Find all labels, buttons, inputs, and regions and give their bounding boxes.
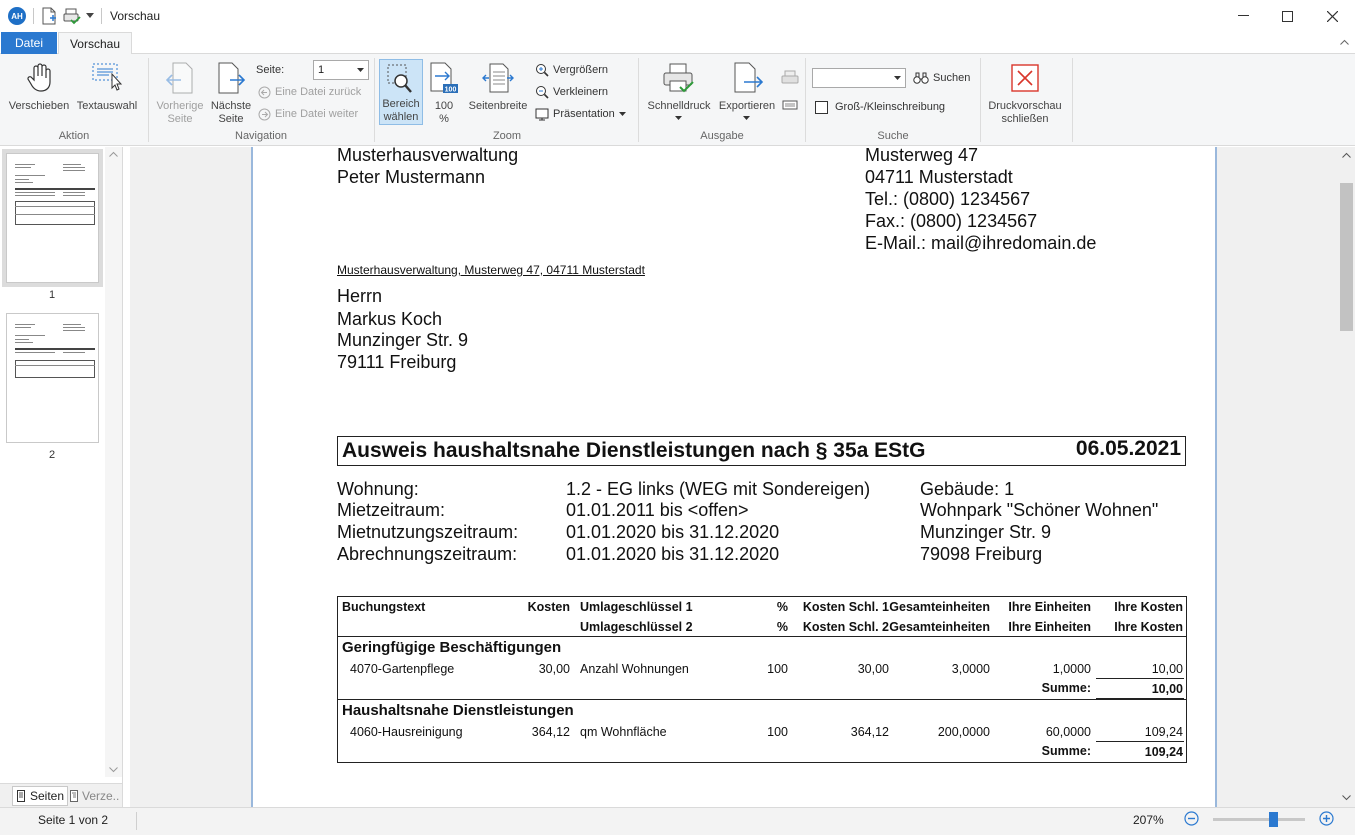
print-small-icon[interactable] [781,70,799,86]
close-preview-button[interactable] [984,56,1066,126]
text-select-icon [92,62,124,92]
col-header: Ihre Kosten [1114,620,1183,634]
section-title: Haushaltsnahe Dienstleistungen [342,702,574,719]
return-address: Musterhausverwaltung, Musterweg 47, 04711 Musterstadt [337,263,645,277]
arrow-left-circle-icon [258,86,271,99]
group-divider [980,58,981,142]
page-setup-icon[interactable] [782,100,798,110]
dropdown-icon[interactable] [86,13,95,19]
page-number-value: 1 [318,64,325,76]
sidebar-tabs [0,783,122,807]
col-header: Kosten [527,600,570,614]
text-select-label: Textauswahl [76,100,138,112]
zoom-100-button[interactable] [426,56,462,126]
thumbnail-number: 1 [48,289,56,301]
chevron-down-icon [743,116,750,120]
table-cell: 100 [767,662,788,676]
building-info: Munzinger Str. 9 [920,522,1052,542]
presentation-button[interactable] [535,105,626,123]
section-title: Geringfügige Beschäftigungen [342,639,562,656]
move-button[interactable] [6,56,72,126]
recipient-street: Munzinger Str. 9 [337,330,469,350]
toolbar-divider [33,8,34,24]
select-area-label-2: wählen [383,111,419,123]
sender-tel: Tel.: (0800) 1234567 [865,189,1031,209]
zoom-slider-track[interactable] [1213,818,1305,821]
group-divider [1072,58,1073,142]
title-bar [0,0,1355,32]
sender-person: Peter Mustermann [337,167,486,187]
table-cell: 4060-Hausreinigung [350,725,463,739]
status-bar [0,807,1355,835]
index-icon [70,790,78,802]
sum-label: Summe: [1041,744,1091,758]
sum-line [1096,741,1184,742]
col-header: Ihre Einheiten [1008,620,1091,634]
tab-vorschau[interactable]: Vorschau [58,32,132,55]
previous-page-label-2: Seite [167,113,193,125]
table-cell: 10,00 [1151,662,1183,676]
previous-page-label-1: Vorherige [156,100,204,112]
thumbnail-sidebar [0,147,123,807]
scroll-up-icon[interactable] [1342,152,1351,158]
tab-datei[interactable]: Datei [1,32,57,54]
search-combobox[interactable] [812,68,906,88]
page-label: Seite: [256,64,285,76]
move-label: Verschieben [8,100,70,112]
next-page-button[interactable] [206,56,256,126]
close-preview-label-2: schließen [1001,113,1049,125]
zoom-in-icon [535,63,549,77]
building-info: 79098 Freiburg [920,544,1043,564]
close-red-icon [1011,64,1039,92]
info-label: Abrechnungszeitraum: [337,544,518,564]
scroll-down-icon[interactable] [109,767,118,773]
info-value: 01.01.2020 bis 31.12.2020 [566,544,780,564]
recipient-city: 79111 Freiburg [337,352,457,372]
chevron-down-icon [894,76,901,80]
scroll-up-icon[interactable] [109,151,118,157]
section-divider [338,699,1186,700]
table-cell: 30,00 [538,662,570,676]
building-info: Gebäude: 1 [920,479,1015,499]
zoom-slider-thumb[interactable] [1269,812,1278,827]
case-sensitive-label: Groß-/Kleinschreibung [835,101,946,113]
checkbox-box[interactable] [815,101,828,114]
col-header: Gesamteinheiten [889,600,990,614]
export-button[interactable] [714,56,780,126]
hand-icon [26,62,54,92]
printer-icon [662,62,696,94]
export-icon [732,62,764,94]
table-cell: Anzahl Wohnungen [580,662,689,676]
sum-line [1096,678,1184,679]
status-divider [136,812,137,830]
group-label-navigation: Navigation [235,130,287,142]
tab-seiten[interactable] [12,786,68,806]
table-cell: 364,12 [531,725,570,739]
zoom-out-icon [535,85,549,99]
zoom-out-label: Verkleinern [553,86,609,98]
maximize-icon[interactable] [1264,0,1310,32]
svg-text:100: 100 [444,86,457,94]
info-value: 01.01.2020 bis 31.12.2020 [566,522,780,542]
page-width-label: Seitenbreite [468,100,528,112]
sender-fax: Fax.: (0800) 1234567 [865,211,1038,231]
zoom-100-label-1: 100 [434,100,454,112]
table-cell: 1,0000 [1052,662,1091,676]
info-label: Wohnung: [337,479,419,499]
col-header: Ihre Kosten [1114,600,1183,614]
toolbar-divider [101,8,102,24]
col-header: Umlageschlüssel 1 [580,600,693,614]
ribbon [0,54,1355,146]
zoom-out-button[interactable] [535,83,608,101]
sidebar-scrollbar[interactable] [105,147,122,777]
chevron-down-icon [357,68,364,72]
document-page [251,147,1217,807]
tab-verzeichnis[interactable] [68,786,122,806]
sum-value: 10,00 [1151,682,1183,696]
zoom-100-label-2: % [439,113,449,125]
group-label-suche: Suche [877,130,909,142]
page-width-button[interactable] [464,56,532,126]
sender-street: Musterweg 47 [865,147,979,165]
info-value: 01.01.2011 bis <offen> [566,500,749,520]
zoom-level: 207% [1133,813,1164,827]
recipient-name: Markus Koch [337,309,443,329]
tab-seiten-label: Seiten [30,789,65,803]
case-sensitive-checkbox[interactable] [815,98,945,116]
chevron-down-icon [675,116,682,120]
building-info: Wohnpark "Schöner Wohnen" [920,500,1159,520]
close-icon[interactable] [1309,0,1355,32]
sender-name: Musterhausverwaltung [337,147,519,165]
presentation-label: Präsentation [553,108,615,120]
search-button[interactable] [913,69,970,87]
file-forward-button[interactable] [258,105,358,123]
info-label: Mietzeitraum: [337,500,446,520]
preview-area[interactable] [130,147,1338,807]
table-cell: 30,00 [857,662,889,676]
sender-city: 04711 Musterstadt [865,167,1013,187]
page-width-icon [482,62,514,94]
page-number-select[interactable] [313,60,369,80]
cost-table [337,596,1187,763]
print-check-icon[interactable] [63,7,81,25]
col-header: Gesamteinheiten [889,620,990,634]
group-label-zoom: Zoom [492,130,522,142]
page-thumbnail-1[interactable] [6,153,99,283]
table-cell: 60,0000 [1045,725,1091,739]
previous-page-icon [166,62,194,94]
info-label: Mietnutzungszeitraum: [337,522,519,542]
col-header: Buchungstext [342,600,426,614]
header-divider [338,636,1186,637]
group-divider [374,58,375,142]
page-list-icon [17,790,25,802]
ribbon-tab-bar [0,32,1355,54]
document-date: 06.05.2021 [1075,437,1181,460]
col-header: Kosten Schl. 2 [802,620,889,634]
recipient-salutation: Herrn [337,286,383,306]
scroll-down-icon[interactable] [1342,795,1351,801]
tab-verzeichnis-label: Verze.. [82,789,120,803]
window-title: Vorschau [110,9,161,23]
select-area-label-1: Bereich [382,98,420,110]
export-label: Exportieren [718,100,776,112]
document-heading: Ausweis haushaltsnahe Dienstleistungen nach § 35a EStG [342,439,926,462]
minimize-icon[interactable] [1220,0,1266,32]
zoom-in-label: Vergrößern [553,64,609,76]
heading-box [337,436,1186,466]
magnifier-area-icon [387,63,415,95]
arrow-right-circle-icon [258,108,271,121]
search-button-label: Suchen [933,72,971,84]
table-cell: 3,0000 [951,662,990,676]
table-cell: 364,12 [850,725,889,739]
quick-print-label: Schnelldruck [647,100,711,112]
col-header: Ihre Einheiten [1008,600,1091,614]
col-header: Kosten Schl. 1 [802,600,889,614]
table-cell: qm Wohnfläche [580,725,667,739]
next-page-label-2: Seite [218,113,244,125]
group-label-ausgabe: Ausgabe [700,130,744,142]
table-cell: 109,24 [1144,725,1183,739]
page-info: Seite 1 von 2 [38,813,109,827]
group-label-aktion: Aktion [58,130,90,142]
sum-value: 109,24 [1144,745,1183,759]
file-forward-label: Eine Datei weiter [275,108,359,120]
previous-page-button[interactable] [152,56,208,126]
close-preview-label-1: Druckvorschau [988,100,1062,112]
col-header: % [776,620,788,634]
table-cell: 100 [767,725,788,739]
col-header: % [776,600,788,614]
new-document-icon[interactable] [41,7,57,25]
text-select-button[interactable] [74,56,140,126]
collapse-ribbon-icon[interactable] [1340,39,1349,45]
group-divider [638,58,639,142]
scroll-thumb[interactable] [1340,183,1353,331]
app-logo-icon[interactable]: AH [8,7,26,25]
info-value: 1.2 - EG links (WEG mit Sondereigen) [566,479,871,499]
next-page-label-1: Nächste [210,100,252,112]
thumbnail-number: 2 [48,449,56,461]
page-thumbnail-2[interactable] [6,313,99,443]
zoom-100-icon [429,62,459,94]
sum-label: Summe: [1041,681,1091,695]
group-divider [148,58,149,142]
chevron-down-icon [619,112,626,116]
table-cell: 4070-Gartenpflege [350,662,455,676]
zoom-in-button[interactable] [535,61,608,79]
select-area-button[interactable] [379,59,423,125]
presentation-icon [535,107,549,121]
zoom-out-icon[interactable] [1184,811,1199,826]
file-back-button[interactable] [258,83,361,101]
table-cell: 200,0000 [937,725,990,739]
binoculars-icon [913,71,929,85]
quick-print-button[interactable] [644,56,714,126]
preview-scrollbar[interactable] [1338,147,1355,807]
file-back-label: Eine Datei zurück [275,86,362,98]
next-page-icon [218,62,246,94]
sender-mail: E-Mail.: mail@ihredomain.de [865,233,1097,253]
zoom-in-icon[interactable] [1319,811,1334,826]
col-header: Umlageschlüssel 2 [580,620,693,634]
